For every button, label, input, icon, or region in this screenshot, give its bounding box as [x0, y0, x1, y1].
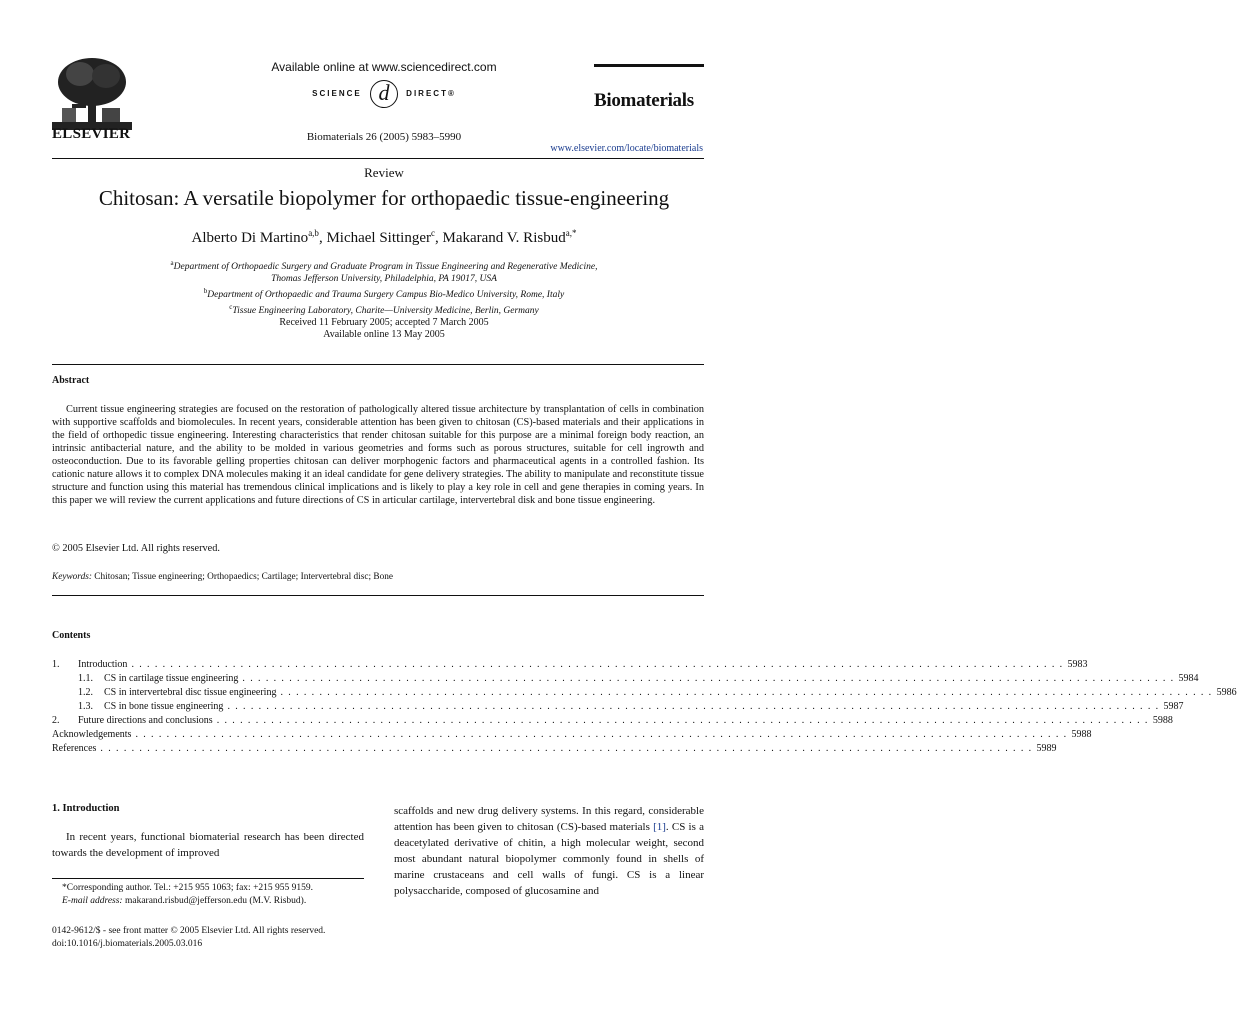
left-column — [52, 803, 364, 861]
author-list: Alberto Di Martino$^{a,b}$, Michael Sittinger$^c$, Makarand V. Risbud$^{a,*}$ — [191, 228, 577, 246]
affiliation-line: $^a$Department of Orthopaedic Surgery and Graduate Program in Tissue Engineering and Regenerative Medicine, — [170, 259, 598, 273]
toc-entry[interactable] — [52, 743, 1057, 756]
toc-entry-number: 1.3. — [78, 701, 93, 712]
toc-entry-page: 5989 — [1036, 743, 1057, 754]
abstract-copyright: © 2005 Elsevier Ltd. All rights reserved. — [52, 543, 220, 554]
toc-entry-label: Acknowledgements — [52, 729, 132, 740]
online-date: Available online 13 May 2005 — [323, 329, 445, 340]
intro-paragraph: In recent years, functional biomaterial research has been directed towards the development of improved — [52, 831, 364, 859]
toc-entry[interactable] — [52, 673, 1199, 686]
corresponding-author-contact: *Corresponding author. Tel.: +215 955 1063; fax: +215 955 9159. — [62, 883, 314, 893]
author-affil-mark: c — [431, 228, 435, 238]
toc-entry-page: 5988 — [1152, 715, 1173, 726]
toc-entry[interactable] — [52, 687, 1237, 700]
toc-entry-page: 5988 — [1071, 729, 1092, 740]
front-matter — [52, 925, 382, 951]
abstract-top-rule — [52, 364, 704, 365]
author-affil-mark: a,* — [565, 228, 577, 238]
affiliation-line: Thomas Jefferson University, Philadelphia, PA 19017, USA — [271, 274, 497, 285]
journal-reference: Biomaterials 26 (2005) 5983–5990 — [306, 131, 462, 143]
section-heading-introduction: 1. Introduction — [52, 803, 120, 814]
author-name: Michael Sittinger — [326, 230, 431, 246]
affiliation-line: $^c$Tissue Engineering Laboratory, Charite—University Medicine, Berlin, Germany — [229, 303, 539, 317]
abstract-heading: Abstract — [52, 375, 90, 386]
citation-link[interactable]: [1] — [653, 821, 666, 833]
toc-entry-number: 1.2. — [78, 687, 93, 698]
sciencedirect-at-icon: d — [370, 80, 398, 108]
toc-leader-dots: . . . . . . . . . . . . . . . . . . . . . . . . . . . . . . . . . . . . . . . . . . . . . . . . . . . . . . . . . . . . . . . . . . . . . . . . . . . . . . . . . . . . . . . . . . . . . . . . . . . . . . . . . . . . . . . . . . . . . . . . — [216, 715, 1149, 726]
article-dates — [0, 317, 768, 341]
right-column-paragraph: scaffolds and new drug delivery systems. In this regard, considerable attention has been given to chitosan (CS)-based materials [1]. CS is a deacetylated derivative of chitin, a high molecular weight, second most abundant natural biopolymer commonly found in shells of marine crustaceans and cell walls of fungi. CS is a linear polysaccharide, composed of glucosamine and — [394, 805, 704, 897]
toc-leader-dots: . . . . . . . . . . . . . . . . . . . . . . . . . . . . . . . . . . . . . . . . . . . . . . . . . . . . . . . . . . . . . . . . . . . . . . . . . . . . . . . . . . . . . . . . . . . . . . . . . . . . . . . . . . . . . . . . . . . . . . . . — [280, 687, 1213, 698]
toc-entry[interactable] — [52, 715, 1173, 728]
available-online-text: Available online at www.sciencedirect.com — [271, 60, 497, 74]
issn-line: 0142-9612/$ - see front matter © 2005 Elsevier Ltd. All rights reserved. — [52, 926, 326, 936]
toc-entry-number: 1. — [52, 659, 60, 670]
author-name: Alberto Di Martino — [191, 230, 309, 246]
toc-entry[interactable] — [52, 701, 1184, 714]
contents-heading: Contents — [52, 630, 91, 641]
email-line: E-mail address: makarand.risbud@jefferson.edu (M.V. Risbud). — [62, 896, 307, 906]
paper-title: Chitosan: A versatile biopolymer for orthopaedic tissue-engineering — [98, 186, 670, 210]
journal-name: Biomaterials — [594, 90, 694, 111]
author-affil-mark: a,b — [308, 228, 319, 238]
journal-name-rule — [594, 64, 704, 67]
corresponding-author-footnote — [52, 882, 364, 908]
doi-line: doi:10.1016/j.biomaterials.2005.03.016 — [52, 939, 203, 949]
toc-entry-number: 2. — [52, 715, 60, 726]
toc-entry-page: 5984 — [1178, 673, 1199, 684]
abstract-bottom-rule — [52, 595, 704, 596]
affiliation-line: $^b$Department of Orthopaedic and Trauma Surgery Campus Bio-Medico University, Rome, Italy — [203, 287, 565, 301]
toc-entry-page: 5986 — [1216, 687, 1237, 698]
toc-entry-page: 5983 — [1067, 659, 1088, 670]
toc-entry-label: Introduction — [78, 659, 128, 670]
toc-entry[interactable] — [52, 659, 1088, 672]
email-address: makarand.risbud@jefferson.edu (M.V. Risbud). — [124, 896, 307, 906]
right-column — [394, 803, 704, 899]
toc-leader-dots: . . . . . . . . . . . . . . . . . . . . . . . . . . . . . . . . . . . . . . . . . . . . . . . . . . . . . . . . . . . . . . . . . . . . . . . . . . . . . . . . . . . . . . . . . . . . . . . . . . . . . . . . . . . . . . . . . . . . . . . . — [135, 729, 1068, 740]
toc-leader-dots: . . . . . . . . . . . . . . . . . . . . . . . . . . . . . . . . . . . . . . . . . . . . . . . . . . . . . . . . . . . . . . . . . . . . . . . . . . . . . . . . . . . . . . . . . . . . . . . . . . . . . . . . . . . . . . . . . . . . . . . . — [242, 673, 1175, 684]
toc-entry-number: 1.1. — [78, 673, 93, 684]
keywords-list: Chitosan; Tissue engineering; Orthopaedics; Cartilage; Intervertebral disc; Bone — [94, 572, 394, 582]
toc-leader-dots: . . . . . . . . . . . . . . . . . . . . . . . . . . . . . . . . . . . . . . . . . . . . . . . . . . . . . . . . . . . . . . . . . . . . . . . . . . . . . . . . . . . . . . . . . . . . . . . . . . . . . . . . . . . . . . . . . . . . . . . . — [131, 659, 1064, 670]
abstract-text: Current tissue engineering strategies are focused on the restoration of pathologically altered tissue architecture by transplantation of cells in combination with supportive scaffolds and biomolecules. In recent years, considerable attention has been given to chitosan (CS)-based materials and their applications in the field of orthopedic tissue engineering. Interesting characteristics that render chitosan suitable for this purpose are a minimal foreign body reaction, an intrinsic antibacterial nature, and the ability to be molded in various geometries and forms such as porous structures, suitable for cell ingrowth and osteoconduction. Due to its favorable gelling properties chitosan can deliver morphogenic factors and pharmaceutical agents in a controlled fashion. Its cationic nature allows it to complex DNA molecules making it an ideal candidate for gene delivery strategies. The ability to manipulate and reconstitute tissue structure and function using this material has tremendous clinical implications and is likely to play a key role in cell and gene therapies in coming years. In this paper we will review the current applications and future directions of CS in articular cartilage, intervertebral disk and bone tissue engineering. — [52, 404, 704, 506]
toc-entry-label: CS in cartilage tissue engineering — [104, 673, 239, 684]
keywords — [52, 572, 393, 582]
publisher-wordmark: ELSEVIER — [52, 126, 131, 142]
toc-entry-label: CS in bone tissue engineering — [104, 701, 224, 712]
sciencedirect-right-word: DIRECT® — [406, 89, 456, 99]
toc-leader-dots: . . . . . . . . . . . . . . . . . . . . . . . . . . . . . . . . . . . . . . . . . . . . . . . . . . . . . . . . . . . . . . . . . . . . . . . . . . . . . . . . . . . . . . . . . . . . . . . . . . . . . . . . . . . . . . . . . . . . . . . . — [100, 743, 1033, 754]
received-date: Received 11 February 2005; accepted 7 March 2005 — [279, 317, 489, 328]
article-type: Review — [364, 165, 404, 180]
toc-entry-page: 5987 — [1163, 701, 1184, 712]
header-divider — [52, 158, 704, 159]
toc-leader-dots: . . . . . . . . . . . . . . . . . . . . . . . . . . . . . . . . . . . . . . . . . . . . . . . . . . . . . . . . . . . . . . . . . . . . . . . . . . . . . . . . . . . . . . . . . . . . . . . . . . . . . . . . . . . . . . . . . . . . . . . . — [227, 701, 1160, 712]
author-name: Makarand V. Risbud — [442, 230, 566, 246]
toc-entry-label: Future directions and conclusions — [78, 715, 213, 726]
affiliations — [0, 257, 768, 317]
toc-entry-label: CS in intervertebral disc tissue engineering — [104, 687, 277, 698]
keywords-label: Keywords: — [52, 572, 92, 582]
footnote-rule — [52, 878, 364, 879]
journal-url-link[interactable]: www.elsevier.com/locate/biomaterials — [550, 143, 703, 154]
toc-entry-label: References — [52, 743, 97, 754]
toc-entry[interactable] — [52, 729, 1092, 742]
sciencedirect-left-word: SCIENCE — [312, 89, 362, 99]
